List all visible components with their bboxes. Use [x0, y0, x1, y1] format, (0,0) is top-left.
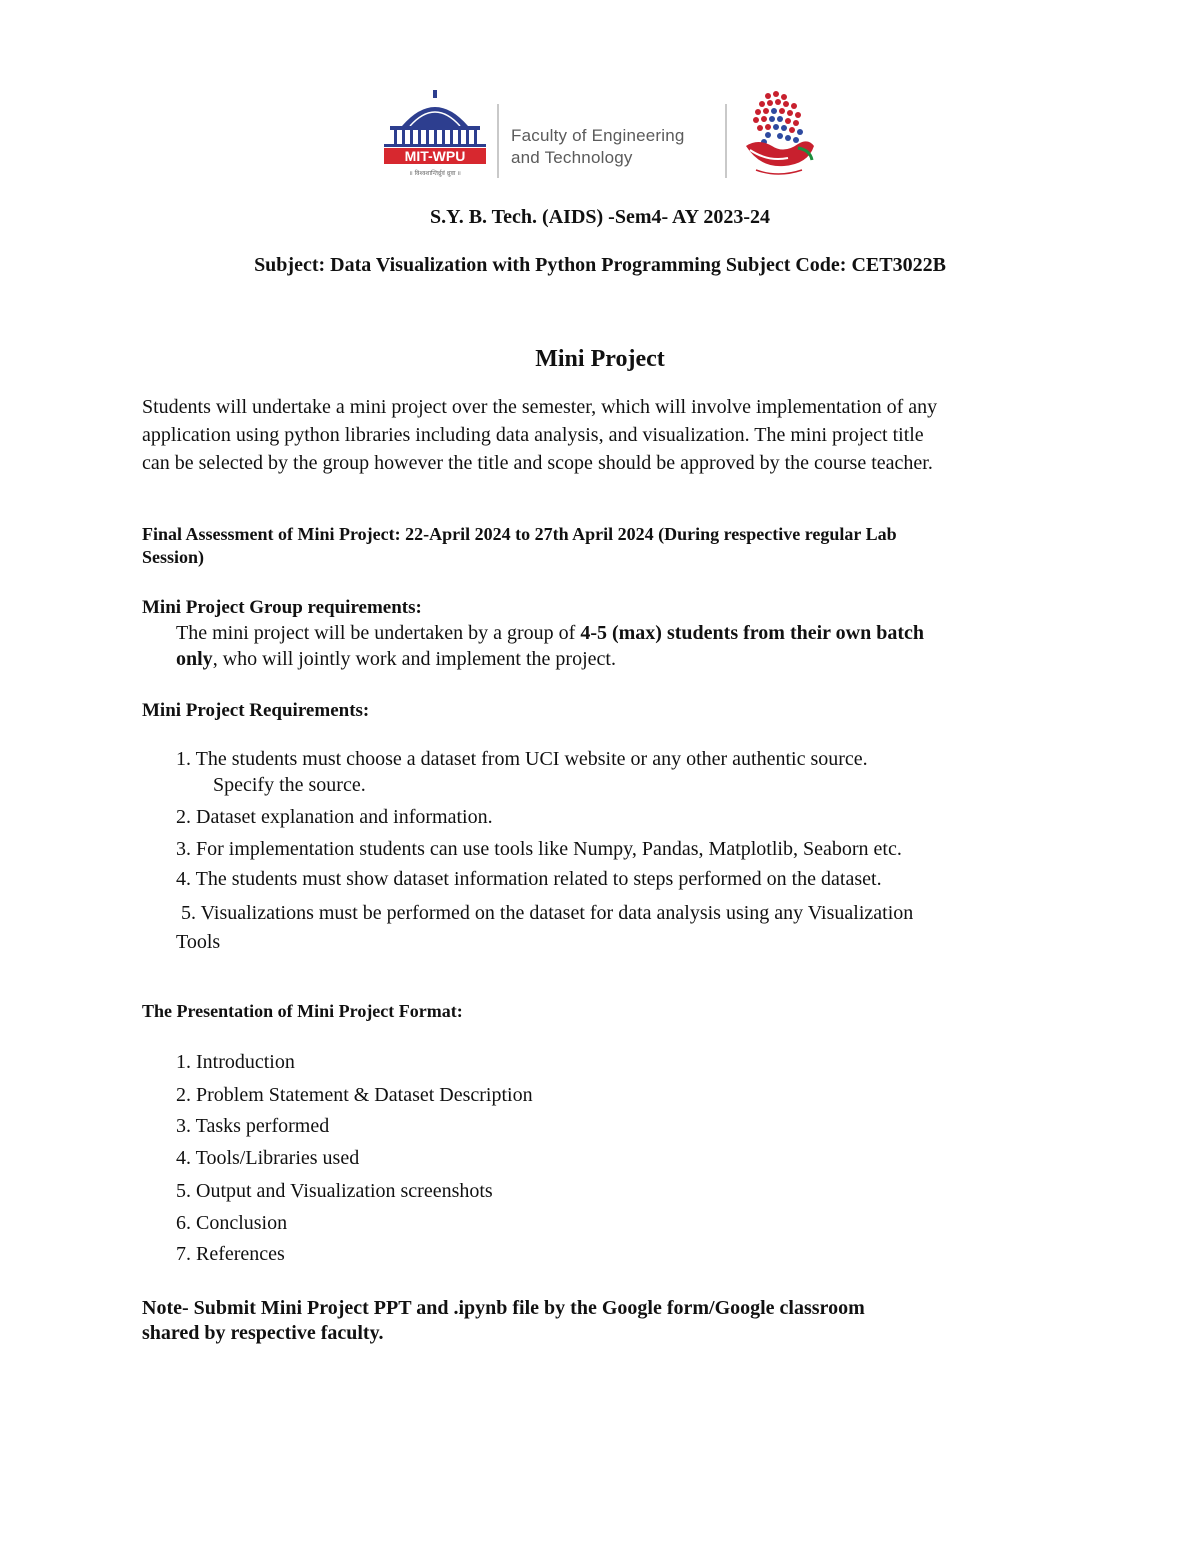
- subject-line: Subject: Data Visualization with Python Programming Subject Code: CET3022B: [254, 254, 946, 276]
- group-text-normal: , who will jointly work and implement the project.: [212, 648, 616, 670]
- assessment-line: Session): [142, 547, 205, 567]
- intro-line: can be selected by the group however the title and scope should be approved by the course teacher.: [142, 452, 933, 474]
- group-text-bold: only: [176, 648, 213, 670]
- presentation-format-heading: The Presentation of Mini Project Format:: [142, 1001, 463, 1021]
- note-line: shared by respective faculty.: [142, 1322, 384, 1344]
- faculty-line-1: Faculty of Engineering: [511, 126, 685, 145]
- list-item: 6. Conclusion: [176, 1212, 288, 1234]
- group-requirements-text: [176, 620, 1076, 672]
- mit-wpu-logo: [380, 86, 490, 178]
- course-line: S.Y. B. Tech. (AIDS) -Sem4- AY 2023-24: [429, 206, 771, 228]
- list-item: 1. Introduction: [176, 1051, 295, 1073]
- list-item: 5. Output and Visualization screenshots: [176, 1180, 493, 1202]
- group-text-normal: The mini project will be undertaken by a group of: [176, 622, 581, 644]
- list-item: Tools: [176, 931, 221, 953]
- list-item: 4. Tools/Libraries used: [176, 1147, 360, 1169]
- group-requirements-heading: Mini Project Group requirements:: [142, 597, 422, 618]
- intro-line: Students will undertake a mini project over the semester, which will involve implementation of any: [142, 396, 938, 418]
- group-text-bold: 4-5 (max) students from their own batch: [580, 622, 925, 644]
- intro-paragraph: [142, 393, 1072, 477]
- university-emblem-icon: [738, 88, 820, 176]
- list-item: 7. References: [176, 1243, 285, 1265]
- project-requirements-heading: Mini Project Requirements:: [142, 700, 370, 721]
- list-item: 3. Tasks performed: [176, 1115, 330, 1137]
- assessment-notice: [142, 523, 1072, 569]
- faculty-line-2: and Technology: [511, 148, 633, 167]
- list-item: 2. Dataset explanation and information.: [176, 806, 493, 828]
- intro-line: application using python libraries including data analysis, and visualization. The mini project title: [142, 424, 924, 446]
- assessment-line: Final Assessment of Mini Project: 22-April 2024 to 27th April 2024 (During respective regular Lab: [142, 524, 897, 544]
- page-title: Mini Project: [535, 346, 665, 372]
- faculty-name: [511, 125, 685, 169]
- header-logos: [380, 86, 830, 186]
- header-divider: [497, 104, 499, 178]
- list-item: 4. The students must show dataset information related to steps performed on the dataset.: [176, 868, 882, 890]
- submission-note: [142, 1296, 1072, 1346]
- mit-logo-tagline: ॥ विश्वशान्तिर्ध्रुवं ध्रुवा ॥: [409, 170, 461, 177]
- list-item: 2. Problem Statement & Dataset Description: [176, 1084, 533, 1106]
- list-item: Specify the source.: [213, 774, 366, 796]
- list-item: 1. The students must choose a dataset from UCI website or any other authentic source.: [176, 748, 868, 770]
- list-item: 3. For implementation students can use tools like Numpy, Pandas, Matplotlib, Seaborn etc.: [176, 838, 902, 860]
- mit-logo-text: MIT-WPU: [404, 148, 466, 164]
- list-item: 5. Visualizations must be performed on the dataset for data analysis using any Visualization: [181, 902, 914, 924]
- note-line: Note- Submit Mini Project PPT and .ipynb file by the Google form/Google classroom: [142, 1297, 865, 1319]
- header-divider: [725, 104, 727, 178]
